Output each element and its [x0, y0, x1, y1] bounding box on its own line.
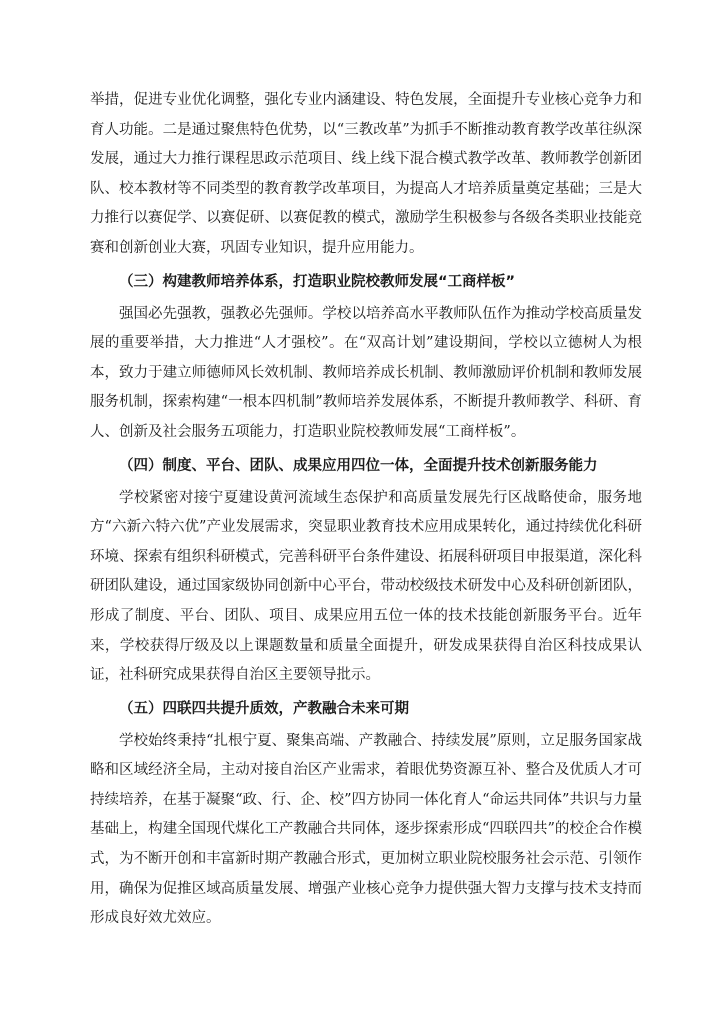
- intro-paragraph: 举措，促进专业优化调整，强化专业内涵建设、特色发展，全面提升专业核心竞争力和育人功能。二是通过聚焦特色优势，以“三教改革”为抓手不断推动教育教学改革往纵深发展，通过大力推行课程思政示范项目、线上线下混合模式教学改革、教师教学创新团队、校本教材等不同类型的教育教学改革项目，为提高人才培养质量奠定基础；三是大力推行以赛促学、以赛促研、以赛促教的模式，激励学生积极参与各级各类职业技能竞赛和创新创业大赛，巩固专业知识，提升应用能力。: [90, 92, 642, 256]
- section-5-body: 学校始终秉持“扎根宁夏、聚集高端、产教融合、持续发展”原则，立足服务国家战略和区域经济全局，主动对接自治区产业需求，着眼优势资源互补、整合及优质人才可持续培养，在基于凝聚“政、行、企、校”四方协同一体化育人“命运共同体”共识与力量基础上，构建全国现代煤化工产教融合共同体，逐步探索形成“四联四共”的校企合作模式，为不断开创和丰富新时期产教融合形式，更加树立职业院校服务社会示范、引领作用，确保为促推区域高质量发展、增强产业核心竞争力提供强大智力支撑与技术支持而形成良好效尤效应。: [90, 732, 642, 927]
- section-5-heading: （五）四联四共提升质效，产教融合未来可期: [119, 700, 409, 717]
- section-4-heading: （四）制度、平台、团队、成果应用四位一体，全面提升技术创新服务能力: [119, 457, 598, 474]
- section-4-body: 学校紧密对接宁夏建设黄河流域生态保护和高质量发展先行区战略使命，服务地方“六新六特六优”产业发展需求，突显职业教育技术应用成果转化，通过持续优化科研环境、探索有组织科研模式，完善科研平台条件建设、拓展科研项目申报渠道，深化科研团队建设，通过国家级协同创新中心平台，带动校级技术研发中心及科研创新团队，形成了制度、平台、团队、项目、成果应用五位一体的技术技能创新服务平台。近年来，学校获得厅级及以上课题数量和质量全面提升，研发成果获得自治区科技成果认证，社科研究成果获得自治区主要领导批示。: [90, 489, 642, 684]
- section-3-body: 强国必先强教，强教必先强师。学校以培养高水平教师队伍作为推动学校高质量发展的重要举措，大力推进“人才强校”。在“双高计划”建设期间，学校以立德树人为根本，致力于建立师德师风长效机制、教师培养成长机制、教师激励评价机制和教师发展服务机制，探索构建“一根本四机制”教师培养发展体系，不断提升教师教学、科研、育人、创新及社会服务五项能力，打造职业院校教师发展“工商样板”。: [90, 305, 642, 440]
- section-3-heading: （三）构建教师培养体系，打造职业院校教师发展“工商样板”: [119, 273, 516, 290]
